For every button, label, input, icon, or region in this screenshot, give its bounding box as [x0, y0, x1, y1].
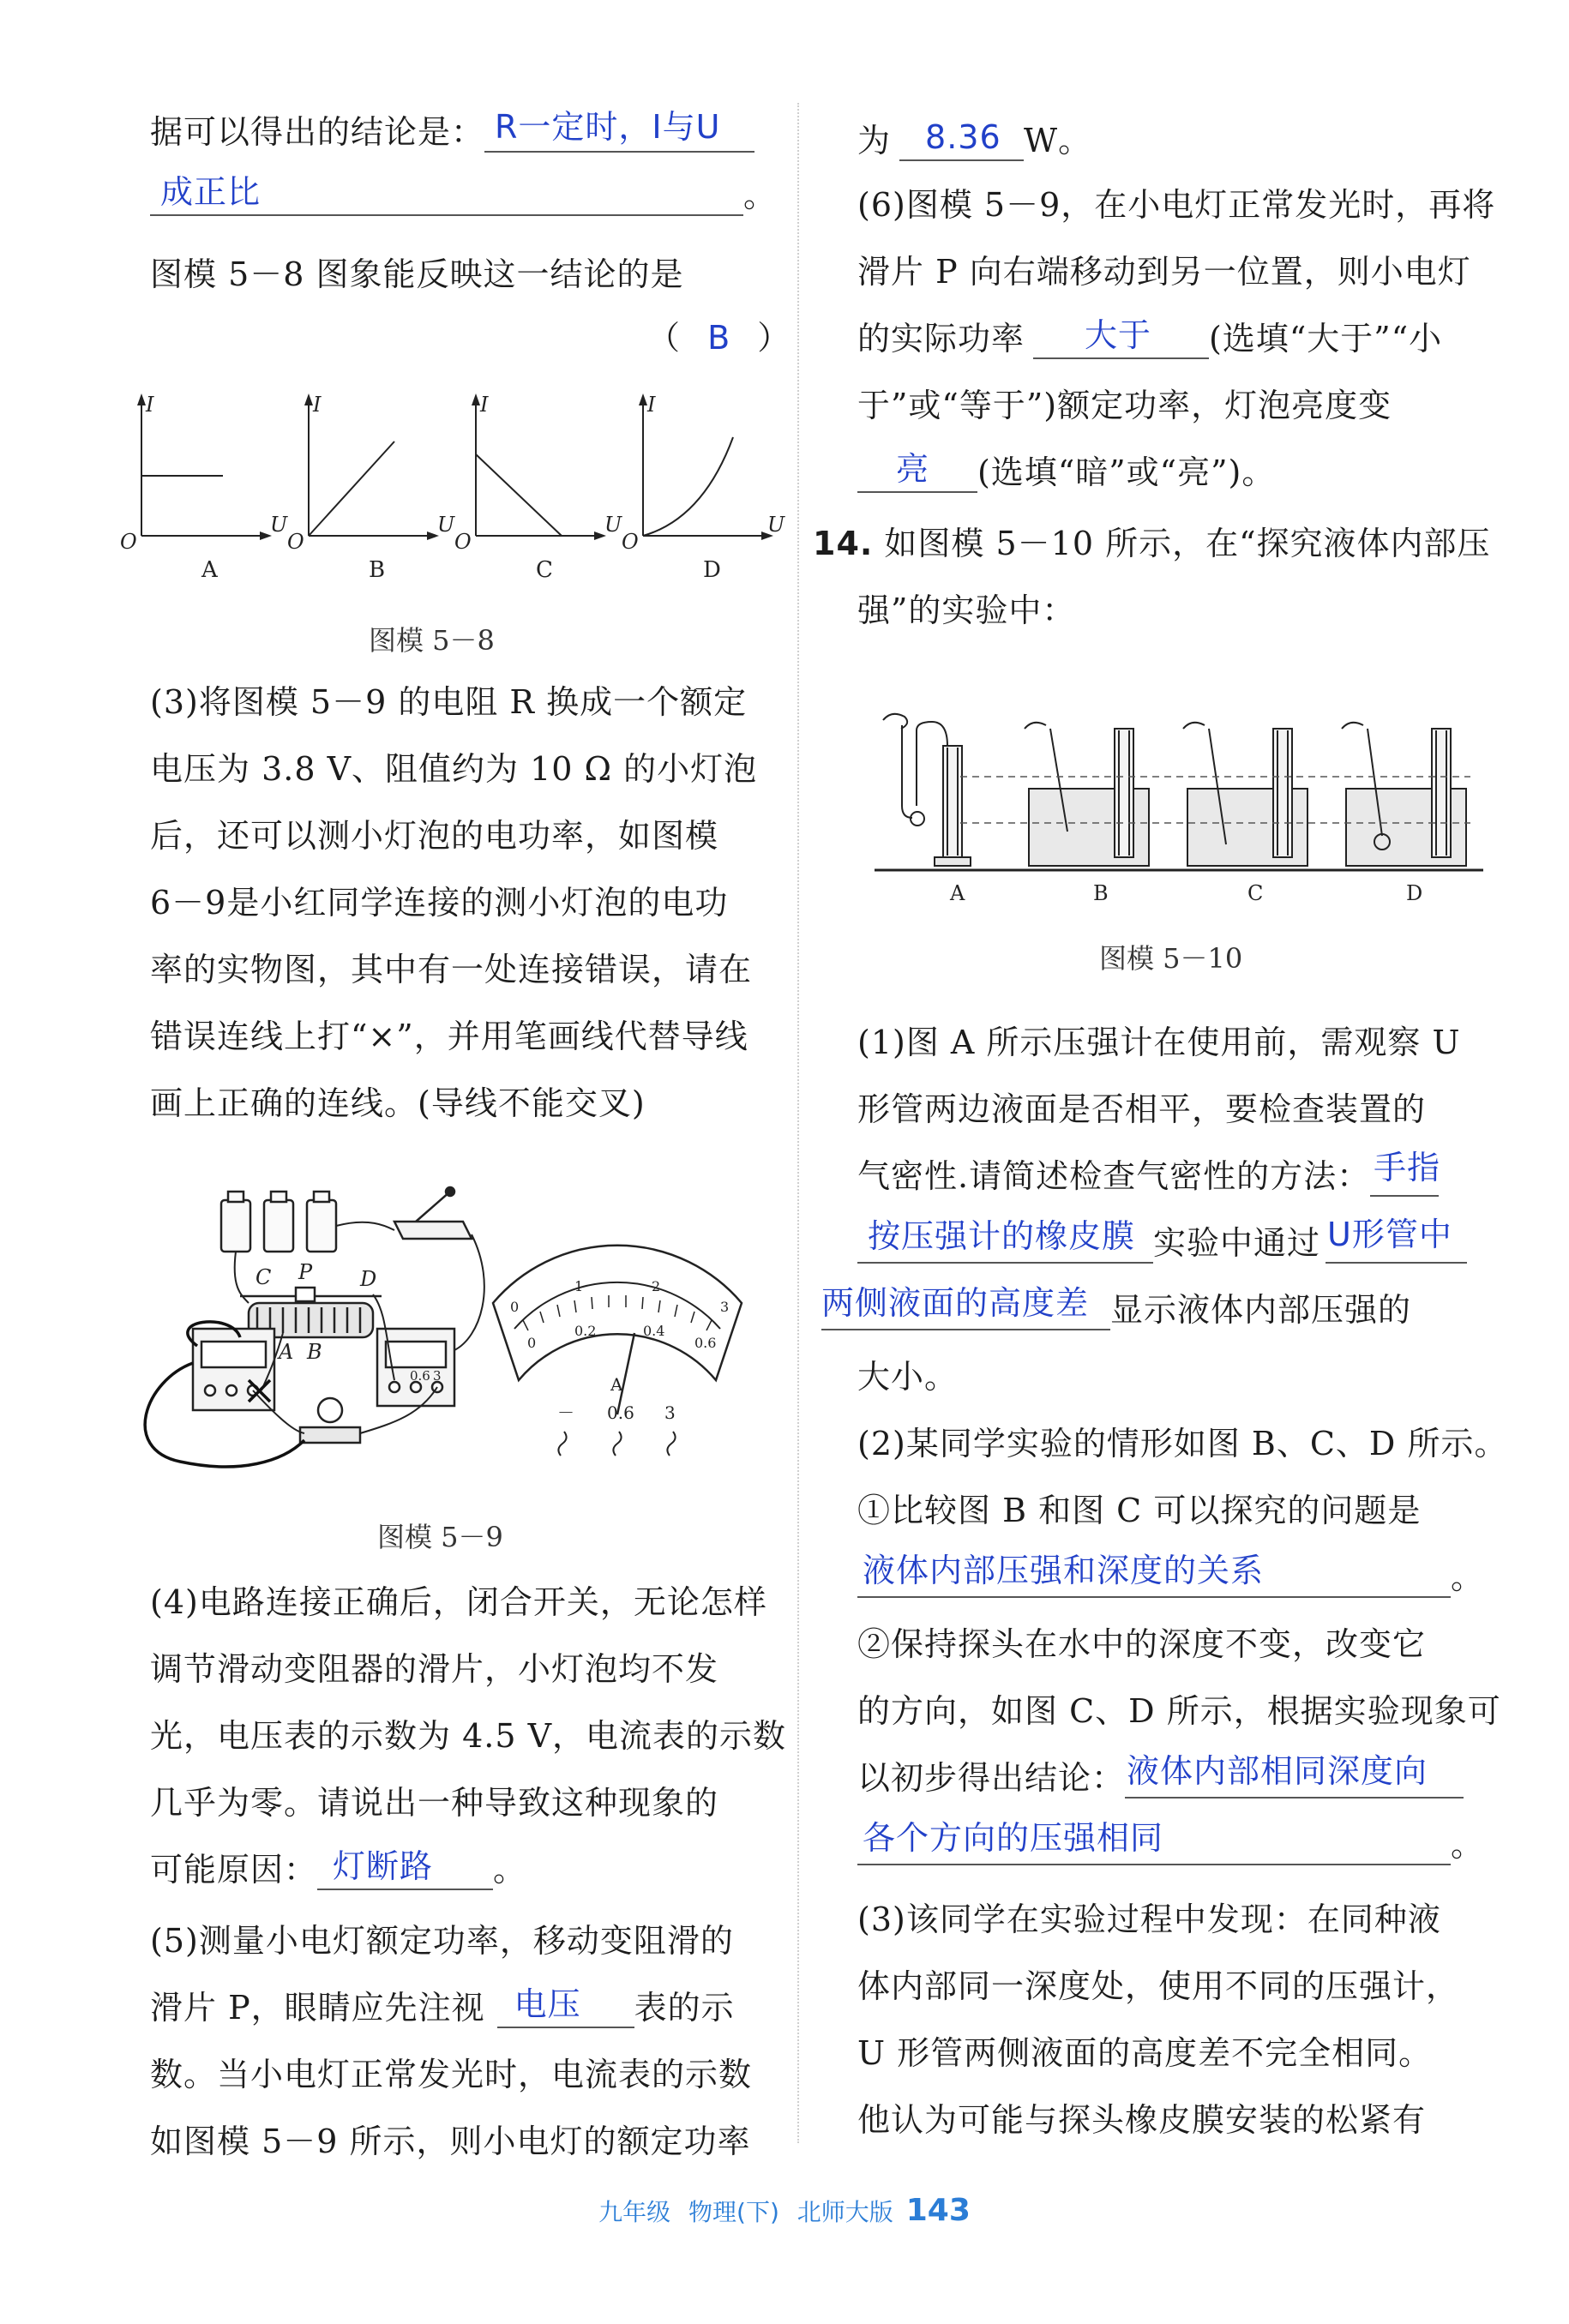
graph-label-c: C: [536, 557, 553, 583]
q3-line: 错误连线上打“×”，并用笔画线代替导线: [150, 1018, 748, 1055]
p2-line: (2)某同学实验的情形如图 B、C、D 所示。: [857, 1425, 1508, 1462]
answer-blank-conclusion[interactable]: [484, 108, 754, 153]
answer-direction-part1: 液体内部相同深度向: [1127, 1752, 1428, 1790]
conclusion-line-2: [150, 175, 777, 216]
p1-line: 形管两边液面是否相平，要检查装置的: [857, 1090, 1427, 1128]
p2-line: ②保持探头在水中的深度不变，改变它: [857, 1625, 1427, 1663]
axis-label-u-c: U: [604, 513, 622, 537]
axis-label-u-b: U: [437, 513, 455, 537]
battery-cells: [221, 1192, 336, 1252]
answer-blank-display-2[interactable]: [821, 1284, 1110, 1330]
period: 。: [1451, 1826, 1485, 1864]
q5-line: 如图模 5－9 所示，则小电灯的额定功率: [150, 2123, 751, 2160]
footer-subject: 物理(下): [688, 2198, 779, 2226]
scale-label: 0.4: [643, 1323, 665, 1339]
q6-options-2: (选填“暗”或“亮”)。: [977, 453, 1276, 491]
terminal-c-label: C: [255, 1265, 272, 1289]
p1-mid: 实验中通过: [1153, 1224, 1321, 1262]
q6-line: 滑片 P 向右端移动到另一位置，则小电灯: [857, 253, 1471, 291]
answer-display-part1: U形管中: [1327, 1216, 1452, 1253]
footer-edition: 北师大版: [797, 2198, 893, 2226]
apparatus-a: [883, 714, 971, 866]
q3-line: (3)将图模 5－9 的电阻 R 换成一个额定: [150, 683, 748, 721]
voltmeter-terminal-label: 3: [433, 1368, 442, 1384]
q4-prompt: 可能原因：: [150, 1851, 318, 1889]
p1-line-blank-3: [821, 1284, 1412, 1330]
axis-label-i-b: I: [313, 393, 322, 417]
q3-line: 后，还可以测小灯泡的电功率，如图模: [150, 817, 719, 855]
answer-actual-power: 大于: [1085, 316, 1152, 354]
axis-label-i-d: I: [647, 393, 656, 417]
voltmeter-device: [377, 1329, 454, 1406]
answer-blank-actual-power[interactable]: [1033, 316, 1209, 359]
scale-label: 0: [527, 1335, 537, 1351]
question-14-line-1: [813, 523, 1491, 564]
answer-airtight-part2: 按压强计的橡皮膜: [868, 1217, 1136, 1255]
answer-blank-cause[interactable]: [317, 1847, 493, 1890]
answer-blank-depth-relation[interactable]: [857, 1552, 1451, 1598]
scale-label: 0: [510, 1299, 520, 1315]
ammeter-terminal-label: 0.6: [607, 1402, 634, 1423]
axis-label-i-a: I: [146, 393, 154, 417]
p2-line-blank-3: [857, 1819, 1485, 1865]
power-unit: W。: [1024, 122, 1092, 159]
p1-prompt: 气密性.请简述检查气密性的方法：: [857, 1157, 1371, 1195]
scale-label: 2: [652, 1278, 661, 1294]
q5-line: (5)测量小电灯额定功率，移动变阻滑的: [150, 1922, 734, 1960]
q3-line: 电压为 3.8 V、阻值约为 10 Ω 的小灯泡: [150, 750, 758, 788]
question-14-number: 14.: [813, 525, 874, 562]
conclusion-line-1: [150, 108, 754, 153]
p1-line-blank-2: [857, 1216, 1467, 1264]
ammeter-dial: [493, 1246, 742, 1456]
page-footer: [0, 2193, 1569, 2228]
conclusion-prompt: 据可以得出的结论是：: [150, 113, 485, 151]
graph-a: [137, 393, 272, 540]
switch: [394, 1187, 472, 1239]
answer-choice: B: [707, 319, 731, 357]
graph-label-a: A: [201, 557, 218, 583]
q6-line: 于”或“等于”)额定功率，灯泡亮度变: [857, 387, 1392, 424]
apparatus-label-c: C: [1247, 881, 1264, 905]
power-line: [857, 120, 1091, 161]
answer-cause: 灯断路: [333, 1847, 434, 1885]
q4-line: 几乎为零。请说出一种导致这种现象的: [150, 1784, 719, 1822]
scale-label: 3: [720, 1299, 730, 1315]
p2-line-blank-2: [857, 1752, 1464, 1799]
q3-line: 6－9是小红同学连接的测小灯泡的电功: [150, 884, 729, 922]
q3-line: 画上正确的连线。(导线不能交叉): [150, 1084, 646, 1122]
slider-p-label: P: [298, 1260, 313, 1284]
p3-line: 他认为可能与探头橡皮膜安装的松紧有: [857, 2101, 1427, 2139]
answer-blank-airtight-2[interactable]: [857, 1217, 1153, 1264]
q4-line: 光，电压表的示数为 4.5 V，电流表的示数: [150, 1717, 787, 1755]
figure-5-10-pressure-gauge: [857, 694, 1492, 909]
q5-line-blank: [150, 1987, 735, 2028]
q4-line: 调节滑动变阻器的滑片，小灯泡均不发: [150, 1650, 719, 1688]
bulb: [300, 1398, 360, 1443]
q6-line-blank: [857, 318, 1442, 359]
apparatus-d: [1342, 723, 1466, 866]
p1-line-blank: [857, 1149, 1441, 1197]
terminal-b-label: B: [307, 1340, 322, 1364]
p3-line: 体内部同一深度处，使用不同的压强计，: [857, 1967, 1460, 2005]
graph-label-d: D: [703, 557, 721, 583]
ammeter-unit-label: A: [610, 1374, 623, 1395]
graph-b: [304, 393, 439, 540]
q6-line-blank-2: [857, 452, 1275, 493]
axis-label-i-c: I: [480, 393, 489, 417]
graph-label-b: B: [369, 557, 386, 583]
footer-grade: 九年级: [598, 2198, 671, 2226]
period: 。: [493, 1851, 527, 1889]
q5-line: 数。当小电灯正常发光时，电流表的示数: [150, 2056, 753, 2093]
answer-blank-conclusion-2[interactable]: [150, 173, 743, 216]
figure-5-10-caption: 图模 5－10: [1099, 942, 1243, 975]
ammeter-device: [193, 1329, 274, 1410]
answer-meter: 电压: [514, 1985, 581, 2023]
apparatus-label-a: A: [950, 881, 965, 905]
axis-label-u-d: U: [767, 513, 785, 537]
answer-depth-relation: 液体内部压强和深度的关系: [863, 1552, 1265, 1589]
axis-origin-b: O: [287, 530, 304, 554]
figure-5-9-caption: 图模 5－9: [377, 1521, 503, 1553]
scale-label: 0.2: [574, 1323, 597, 1339]
answer-display-part2: 两侧液面的高度差: [821, 1284, 1090, 1322]
answer-brightness: 亮: [896, 450, 930, 488]
apparatus-c: [1183, 723, 1308, 866]
p2-prompt: 以初步得出结论：: [857, 1759, 1126, 1797]
answer-blank-airtight-1[interactable]: [1370, 1149, 1441, 1197]
apparatus-label-b: B: [1093, 881, 1109, 905]
answer-blank-power[interactable]: [899, 118, 1024, 161]
graph-c: [472, 393, 606, 540]
graph-question: 图模 5－8 图象能反映这一结论的是: [150, 255, 684, 293]
q5-prompt-end: 表的示: [634, 1989, 735, 2027]
choice-bracket: [647, 317, 791, 358]
p2-line: ①比较图 B 和图 C 可以探究的问题是: [857, 1492, 1422, 1529]
bracket-open: （: [647, 319, 682, 357]
graph-d: [639, 393, 773, 540]
figure-5-8-graphs: [86, 381, 785, 596]
power-prompt: 为: [857, 122, 892, 159]
q6-options: (选填“大于”“小: [1209, 320, 1443, 357]
answer-blank-brightness[interactable]: [857, 450, 977, 493]
axis-origin-d: O: [622, 530, 639, 554]
answer-power: 8.36: [925, 118, 1001, 156]
p1-line: 大小。: [857, 1358, 959, 1396]
q4-last-line: [150, 1849, 526, 1890]
q6-line: (6)图模 5－9，在小电灯正常发光时，再将: [857, 186, 1496, 224]
figure-5-8-caption: 图模 5－8: [369, 624, 495, 657]
q5-prompt: 滑片 P，眼睛应先注视: [150, 1989, 485, 2027]
axis-origin-c: O: [454, 530, 472, 554]
period: 。: [1451, 1558, 1485, 1596]
ammeter-terminal-label: 3: [664, 1402, 676, 1423]
axis-label-u-a: U: [270, 513, 288, 537]
q14-text-2: 强”的实验中：: [857, 592, 1076, 629]
answer-airtight-part1: 手指: [1374, 1149, 1441, 1186]
p2-line: 的方向，如图 C、D 所示，根据实验现象可: [857, 1692, 1501, 1730]
q6-prompt: 的实际功率: [857, 320, 1025, 357]
ammeter-terminal-label: －: [557, 1402, 574, 1423]
p1-line: (1)图 A 所示压强计在使用前，需观察 U: [857, 1024, 1461, 1061]
answer-blank-direction-2[interactable]: [857, 1819, 1451, 1865]
scale-label: 1: [574, 1278, 584, 1294]
axis-origin-a: O: [120, 530, 137, 554]
q14-text: 如图模 5－10 所示，在“探究液体内部压: [884, 525, 1491, 562]
q3-line: 率的实物图，其中有一处连接错误，请在: [150, 951, 753, 988]
answer-direction-part2: 各个方向的压强相同: [863, 1819, 1164, 1857]
scale-label: 0.6: [694, 1335, 717, 1351]
apparatus-label-d: D: [1406, 881, 1423, 905]
answer-blank-display-1[interactable]: [1326, 1216, 1467, 1264]
terminal-a-label: A: [279, 1340, 294, 1364]
apparatus-b: [1025, 723, 1149, 866]
q4-line: (4)电路连接正确后，闭合开关，无论怎样: [150, 1583, 767, 1621]
p1-end: 显示液体内部压强的: [1110, 1291, 1412, 1329]
p2-line-blank: [857, 1552, 1485, 1598]
answer-blank-meter[interactable]: [497, 1985, 634, 2028]
answer-conclusion-part2: 成正比: [160, 173, 262, 211]
figure-5-9-circuit: [111, 1166, 789, 1474]
page-number: 143: [905, 2193, 971, 2228]
answer-blank-direction-1[interactable]: [1125, 1752, 1464, 1799]
terminal-d-label: D: [360, 1267, 377, 1291]
period: 。: [743, 177, 778, 214]
bracket-close: ）: [757, 319, 791, 357]
column-divider: [797, 103, 799, 2143]
p3-line: U 形管两侧液面的高度差不完全相同。: [857, 2034, 1433, 2072]
voltmeter-terminal-label: 0.6: [410, 1368, 430, 1384]
p3-line: (3)该同学在实验过程中发现：在同种液: [857, 1901, 1441, 1938]
answer-conclusion-part1: R一定时，I与U: [495, 108, 721, 146]
